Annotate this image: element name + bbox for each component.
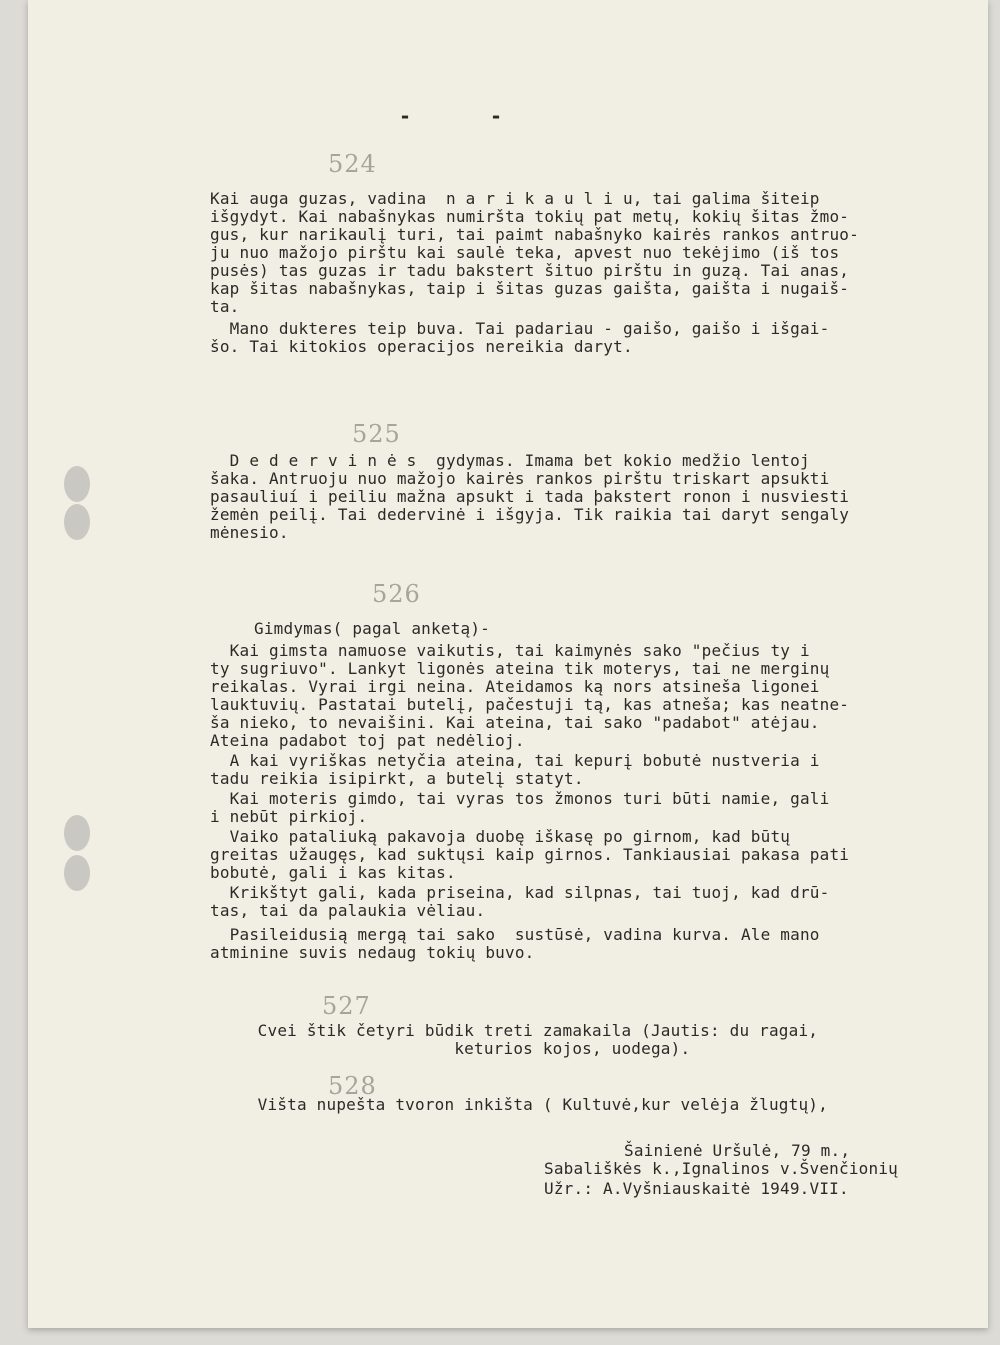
section-number: 528 (328, 1072, 377, 1100)
text-line: keturios kojos, uodega). (238, 1039, 691, 1058)
text-line: Ateina padabot toj pat nedėlioj. (210, 731, 525, 750)
punch-hole (64, 815, 90, 851)
header-dash-left: - (399, 104, 412, 128)
punch-hole (64, 855, 90, 891)
text-line: tas, tai da palaukia vėliau. (210, 901, 486, 920)
text-line: Cvei štik četyri būdik treti zamakaila (Jautis: du ragai, (238, 1021, 819, 1040)
text-line: Višta nupešta tvoron inkišta ( Kultuvė,kur velėja žlugtų), (238, 1095, 828, 1114)
signature-line: Šainienė Uršulė, 79 m., (624, 1141, 851, 1160)
text-line: reikalas. Vyrai irgi neina. Ateidamos ką nors atsinešа ligonei (210, 677, 820, 696)
section-number: 525 (352, 420, 401, 448)
text-line: lauktuvių. Pastatai butelį, pačestuji tą, kas atneša; kas neatne- (210, 695, 850, 714)
signature-line: Užr.: A.Vyšniauskaitė 1949.VII. (544, 1179, 849, 1198)
text-line: gus, kur narikaulį turi, tai paimt nabašnyko kairės rankos antruo- (210, 225, 859, 244)
punch-hole (64, 504, 90, 540)
text-line: išgydyt. Kai nabašnykas numiršta tokių pat metų, kokių šitas žmo- (210, 207, 850, 226)
text-line: ju nuo mažojo pirštu kai saulė teka, apvest nuo tekėjimo (iš tos (210, 243, 840, 262)
text-line: D e d e r v i n ė s gydymas. Imama bet kokio medžio lentoj (210, 451, 810, 470)
text-line: ta. (210, 297, 240, 316)
text-line: bobutė, gali i kas kitas. (210, 863, 456, 882)
text-line: ša nieko, to nevaišini. Kai ateina, tai sako "padabot" atėjau. (210, 713, 820, 732)
text-line: atminine suvis nedaug tokių buvo. (210, 943, 535, 962)
text-line: Kai moteris gimdo, tai vyras tos žmonos turi būti namie, gali (210, 789, 830, 808)
text-line: A kai vyriškas netyčia ateina, tai kepurį bobutė nustveria i (210, 751, 820, 770)
text-line: tadu reikia isipirkt, a butelį statyt. (210, 769, 584, 788)
text-line: pasauliuí i peiliu mažna apsukt i tada þakstert ronon i nusviesti (210, 487, 850, 506)
text-line: šaka. Antruoju nuo mažojo kairės rankos pirštu triskart apsukti (210, 469, 830, 488)
document-page (28, 0, 988, 1328)
text-line: Vaiko pataliuką pakavoja duobę iškasę po girnom, kad būtų (210, 827, 791, 846)
section-number: 527 (322, 992, 371, 1020)
text-line: Pasileidusią mergą tai sako sustūsė, vadina kurva. Ale mano (210, 925, 820, 944)
text-line: Kai gimsta namuose vaikutis, tai kaimynės sako "pečius ty i (210, 641, 810, 660)
text-line: ty sugriuvo". Lankyt ligonės ateina tik moterys, tai ne merginų (210, 659, 830, 678)
text-line: Mano dukteres teip buva. Tai padariau - gaišo, gaišo i išgai- (210, 319, 830, 338)
text-line: žemėn peilį. Tai dedervinė i išgyja. Tik raikia tai daryt sengaly (210, 505, 850, 524)
text-line: Krikštyt gali, kada priseina, kad silpnas, tai tuoj, kad drū- (210, 883, 830, 902)
header-dash-right: - (490, 104, 503, 128)
text-line: šo. Tai kitokios operacijos nereikia daryt. (210, 337, 633, 356)
signature-line: Sabališkės k.,Ignalinos v.Švenčionių (544, 1159, 898, 1178)
text-line: kap šitas nabašnykas, taip i šitas guzas gaišta, gaišta i nugaiš- (210, 279, 850, 298)
punch-hole (64, 466, 90, 502)
text-line: pusės) tas guzas ir tadu bakstert šituo pirštu in guzą. Tai anas, (210, 261, 850, 280)
text-line: mėnesio. (210, 523, 289, 542)
text-line: Kai auga guzas, vadina n a r i k a u l i u, tai galima šiteip (210, 189, 820, 208)
text-line: greitas užaugęs, kad suktųsi kaip girnos. Tankiausiai pakasa pati (210, 845, 850, 864)
section-number: 526 (372, 580, 421, 608)
section-number: 524 (328, 150, 377, 178)
text-line: i nebūt pirkioj. (210, 807, 368, 826)
text-line: Gimdymas( pagal anketą)- (254, 619, 490, 638)
